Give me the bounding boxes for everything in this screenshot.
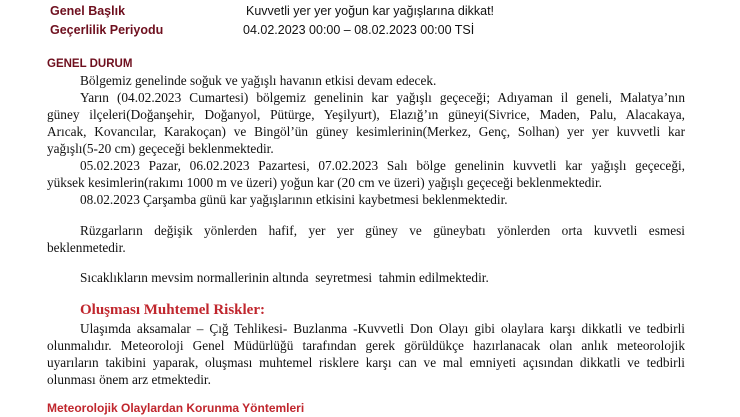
risks-heading: Oluşması Muhtemel Riskler: xyxy=(80,302,265,318)
paragraph-line: 08.02.2023 Çarşamba günü kar yağışlarının etkisini kaybetmesi beklenmektedir. xyxy=(80,192,508,207)
paragraph-line: Arıcak, Kovancılar, Karakoçan) ve Bingöl’ün güney kesimlerinin(Merkez, Genç, Solhan) yer yer kuvvetli kar xyxy=(47,124,685,139)
period-value: 04.02.2023 00:00 – 08.02.2023 00:00 TSİ xyxy=(243,23,475,37)
protection-heading: Meteorolojik Olaylardan Korunma Yöntemleri xyxy=(47,401,305,415)
paragraph-line: Yarın (04.02.2023 Cumartesi) bölgemiz genelinin kar yağışlı geçeceği; Adıyaman il geneli, Malatya’nın xyxy=(80,90,685,105)
paragraph-line: olunması önem arz etmektedir. xyxy=(47,372,211,387)
title-value: Kuvvetli yer yer yoğun kar yağışlarına dikkat! xyxy=(246,4,495,18)
paragraph-line: Ulaşımda aksamalar – Çığ Tehlikesi- Buzlanma -Kuvvetli Don Olayı gibi olaylara karşı dikkatli ve tedbirli xyxy=(80,321,685,336)
paragraph-line: Rüzgarların değişik yönlerden hafif, yer yer güney ve güneybatı yönlerden orta kuvvetli esmesi xyxy=(80,223,685,238)
paragraph-line: güney ilçeleri(Doğanşehir, Doğanyol, Pütürge, Yeşilyurt), Elazığ’ın güneyi(Sivrice, Maden, Palu, Alacakaya, xyxy=(47,107,685,122)
paragraph-line: Sıcaklıkların mevsim normallerinin altında seyretmesi tahmin edilmektedir. xyxy=(80,270,489,285)
paragraph-line: yüksek kesimlerin(rakımı 1000 m ve üzeri) yoğun kar (20 cm ve üzeri) yağışlı geçeceği beklenmektedir. xyxy=(47,175,602,190)
general-heading: GENEL DURUM xyxy=(47,58,133,70)
paragraph-line: olunmalıdır. Meteoroloji Genel Müdürlüğü tarafından gerek görüldükçe hazırlanacak olan anlık meteorolojik xyxy=(47,338,685,353)
title-label: Genel Başlık xyxy=(50,4,126,18)
paragraph-line: Bölgemiz genelinde soğuk ve yağışlı havanın etkisi devam edecek. xyxy=(80,73,437,88)
paragraph-line: yağışlı(5-20 cm) geçeceği beklenmektedir. xyxy=(47,141,274,156)
paragraph-line: beklenmetedir. xyxy=(47,240,126,255)
period-label: Geçerlilik Periyodu xyxy=(50,23,164,37)
paragraph-line: 05.02.2023 Pazar, 06.02.2023 Pazartesi, 07.02.2023 Salı bölge genelinin kuvvetli kar yağışlı geçeceği, xyxy=(80,158,685,173)
paragraph-line: uyarıların takibini yaparak, oluşması muhtemel risklere karşı can ve mal emniyeti açısından dikkatli ve tedbirli xyxy=(47,355,685,370)
